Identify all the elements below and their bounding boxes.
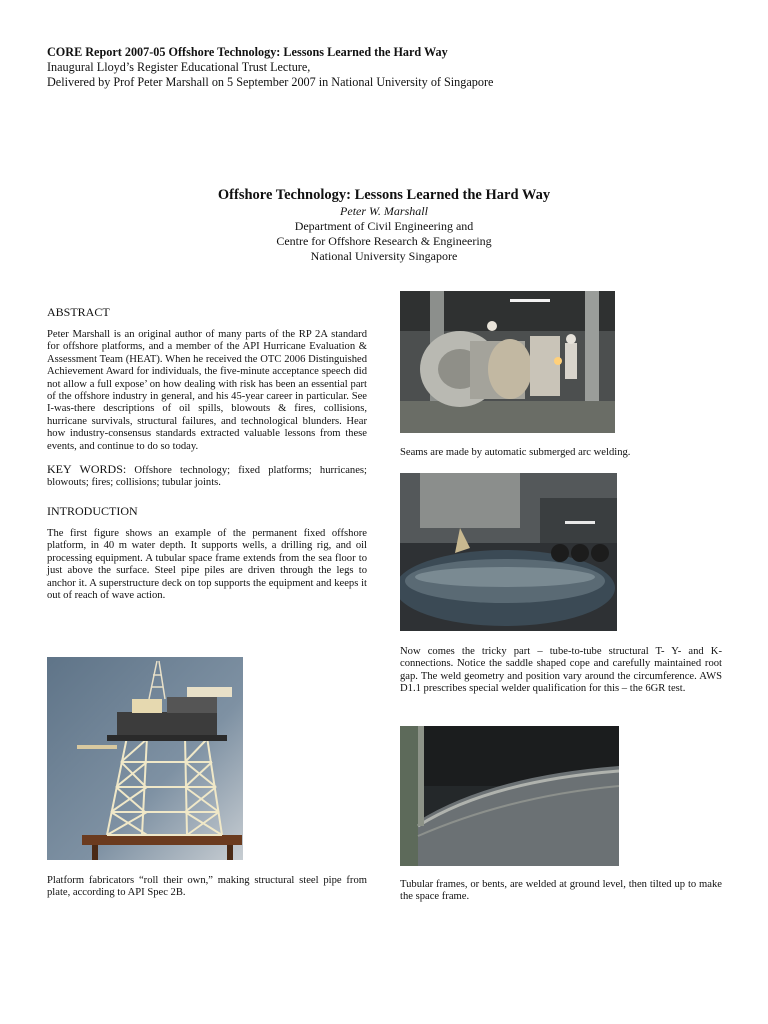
platform-photo-caption: Platform fabricators “roll their own,” making structural steel pipe from plate, according to API Spec 2B. — [47, 875, 367, 899]
introduction-text: The first figure shows an example of the permanent fixed offshore platform, in 40 m water depth. It supports wells, a drilling rig, and oil processing equipment. A tubular space frame extends from the sea floor to just above the surface. Steel pipe piles are driven through the legs to anchor it. A superstructure deck on top supports the equipment and keeps it out of reach of wave action. — [47, 527, 367, 601]
welding-photo-caption: Now comes the tricky part – tube-to-tube structural T- Y- and K-connections. Notice the saddle shaped cope and carefully maintained root gap. The weld geometry and position vary around the circumference. AWS D1.1 prescribes special welder qualification for this – the 6GR test. — [400, 646, 722, 695]
tubular-joint-photo — [400, 726, 619, 866]
affiliation-line-1: Department of Civil Engineering and — [294, 219, 474, 233]
left-column — [47, 305, 367, 612]
pipe-rolling-caption: Seams are made by automatic submerged arc welding. — [400, 447, 631, 458]
paper-author: Peter W. Marshall — [340, 204, 428, 218]
report-header-lecture: Inaugural Lloyd’s Register Educational Trust Lecture, — [47, 60, 311, 74]
paper-title: Offshore Technology: Lessons Learned the Hard Way — [217, 187, 551, 203]
keywords-text: Offshore technology; fixed platforms; hurricanes; blowouts; fires; collisions; tubular joints. — [47, 465, 367, 489]
tubular-joint-caption: Tubular frames, or bents, are welded at ground level, then tilted up to make the space frame. — [400, 879, 722, 903]
abstract-text: Peter Marshall is an original author of many parts of the RP 2A standard for offshore platforms, and a member of the API Hurricane Evaluation & Assessment Team (HEAT). When he received the OTC 2006 Distinguished Achievement Award for individuals, the five-minute acceptance speech did not allow a full expose’ on how dealing with risk has been an essential part of the offshore industry in general, and his 45-year career in particular. See I-was-there descriptions of oil spills, blowouts & fires, collisions, hurricane survivals, structural failures, and technological blunders. Hear how industry-consensus standards extracted valuable lessons from these events, and continue to do so today. — [47, 329, 367, 452]
submerged-arc-welding-photo — [400, 473, 617, 631]
keywords-label: KEY WORDS: — [47, 462, 127, 477]
paper-title-block — [0, 186, 768, 264]
report-header — [47, 45, 727, 90]
report-header-title: CORE Report 2007-05 Offshore Technology: Lessons Learned the Hard Way — [47, 45, 448, 59]
keywords — [47, 463, 367, 490]
affiliation-line-3: National University Singapore — [310, 249, 458, 263]
report-header-delivery: Delivered by Prof Peter Marshall on 5 September 2007 in National University of Singapore — [47, 75, 494, 89]
abstract-heading: ABSTRACT — [47, 305, 110, 319]
affiliation-line-2: Centre for Offshore Research & Engineering — [276, 234, 492, 248]
introduction-heading: INTRODUCTION — [47, 503, 138, 518]
platform-model-photo — [47, 657, 243, 860]
pipe-rolling-photo — [400, 291, 615, 433]
